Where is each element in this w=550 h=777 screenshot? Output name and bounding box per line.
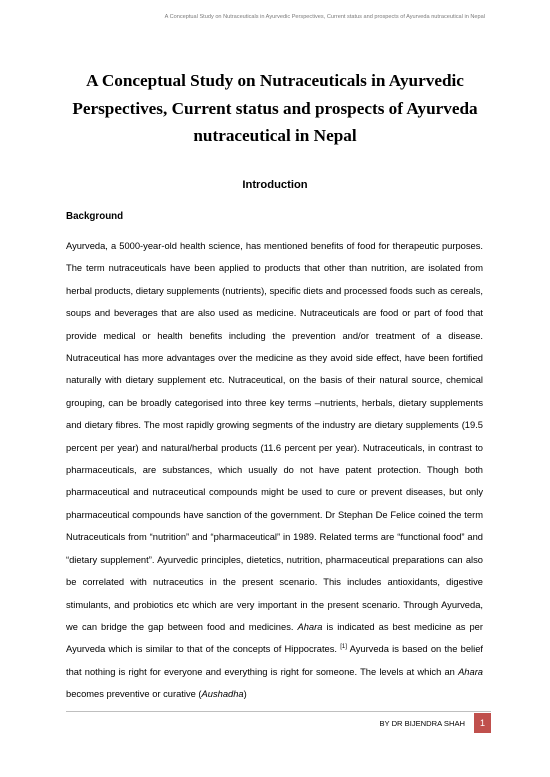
document-title: A Conceptual Study on Nutraceuticals in Ayurvedic Perspectives, Current status and prospects of Ayurveda nutraceutical in Nepal	[72, 71, 478, 145]
section-heading-introduction: Introduction	[242, 179, 308, 191]
page-number-badge: 1	[474, 713, 491, 733]
aushadha-term: Aushadha	[201, 689, 244, 700]
footer-author: BY DR BIJENDRA SHAH	[379, 719, 465, 728]
body-text-part2: is indicated as best medicine as per Ayurveda which is similar to that of the concepts of Hippocrates.	[66, 621, 483, 655]
subsection-heading-background: Background	[66, 211, 124, 222]
body-text-part4: becomes preventive or curative (	[66, 689, 202, 700]
body-text-part5: )	[243, 689, 247, 700]
body-paragraph	[66, 235, 483, 706]
body-text-part1: Ayurveda, a 5000-year-old health science, has mentioned benefits of food for therapeutic purposes. The term nutraceuticals have been applied to products that other than nutrition, are isolated from herbal products, dietary supplements (nutrients), specific diets and processed foods such as cereals, soups and beverages that are also used as medicine. Nutraceuticals are food or part of food that provide medical or health benefits including the prevention and/or treatment of a disease. Nutraceutical has more advantages over the medicine as they avoid side effect, have been fortified naturally with dietary supplement etc. Nutraceutical, on the basis of their natural source, chemical grouping, can be broadly categorised into three key terms –nutrients, herbals, dietary supplements and dietary fibres. The most rapidly growing segments of the industry are dietary supplements (19.5 percent per year) and natural/herbal products (11.6 percent per year). Nutraceuticals, in contrast to pharmaceuticals, are substances, which usually do not have patent protection. Though both pharmaceutical and nutraceutical compounds might be used to cure or prevent diseases, but only pharmaceutical compounds have sanction of the government. Dr Stephan De Felice coined the term Nutraceuticals from “nutrition” and “pharmaceutical” in 1989. Related terms are “functional food” and “dietary supplement”. Ayurvedic principles, dietetics, nutrition, pharmaceutical preparations can also be correlated with nutraceutics in the present scenario. This includes antioxidants, digestive stimulants, and probiotics etc which are very important in the present scenario. Through Ayurveda, we can bridge the gap between food and medicines.	[66, 241, 483, 632]
ahara-term-2: Ahara	[458, 666, 483, 677]
body-text-part3: Ayurveda is based on the belief that nothing is right for everyone and everything is right for someone. The levels at which an	[66, 644, 484, 677]
citation-ref: [1]	[340, 644, 347, 651]
running-header: A Conceptual Study on Nutraceuticals in Ayurvedic Perspectives, Current status and prospects of Ayurveda nutraceutical in Nepal	[164, 14, 485, 20]
ahara-term: Ahara	[297, 621, 323, 632]
footer-divider	[66, 711, 491, 712]
